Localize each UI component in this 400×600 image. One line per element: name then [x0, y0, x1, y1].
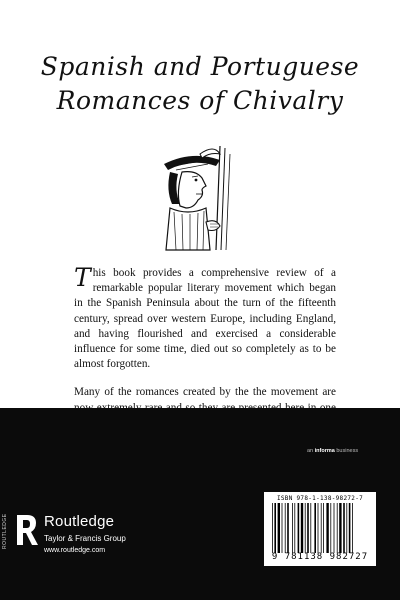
- publisher-name: Routledge: [44, 513, 115, 530]
- publisher-group: Taylor & Francis Group: [44, 534, 126, 543]
- routledge-r-logo-icon: [14, 514, 38, 546]
- knight-woodcut-icon: [140, 146, 250, 252]
- isbn-barcode: [264, 492, 376, 566]
- drop-cap: T: [74, 263, 91, 292]
- description-paragraph-2: Many of the romances created by the the movement are: [74, 386, 336, 399]
- informa-business-tag: an informa business: [307, 448, 359, 454]
- isbn-number: ISBN 978-1-138-98272-7: [276, 495, 364, 502]
- barcode-icon: [270, 503, 370, 553]
- barcode-digits: 9 781138 982727: [271, 552, 369, 562]
- description-paragraph-1: [74, 263, 336, 372]
- publisher-url: www.routledge.com: [44, 547, 106, 554]
- logo-vertical-text: ROUTLEDGE: [2, 513, 8, 549]
- book-title-line-2: Romances of Chivalry: [56, 86, 344, 115]
- description-paragraph-1-text: his book provides a comprehensive review of a remarkable popular literary movement which began in the Spanish Peninsula about the turn of the fifteenth century, spread over western Europe, including England, and having flourished and exercised a considerable influence for some time, died out so completely as to be almost forgotten.: [74, 267, 336, 371]
- book-title-line-1: Spanish and Portuguese: [40, 52, 360, 81]
